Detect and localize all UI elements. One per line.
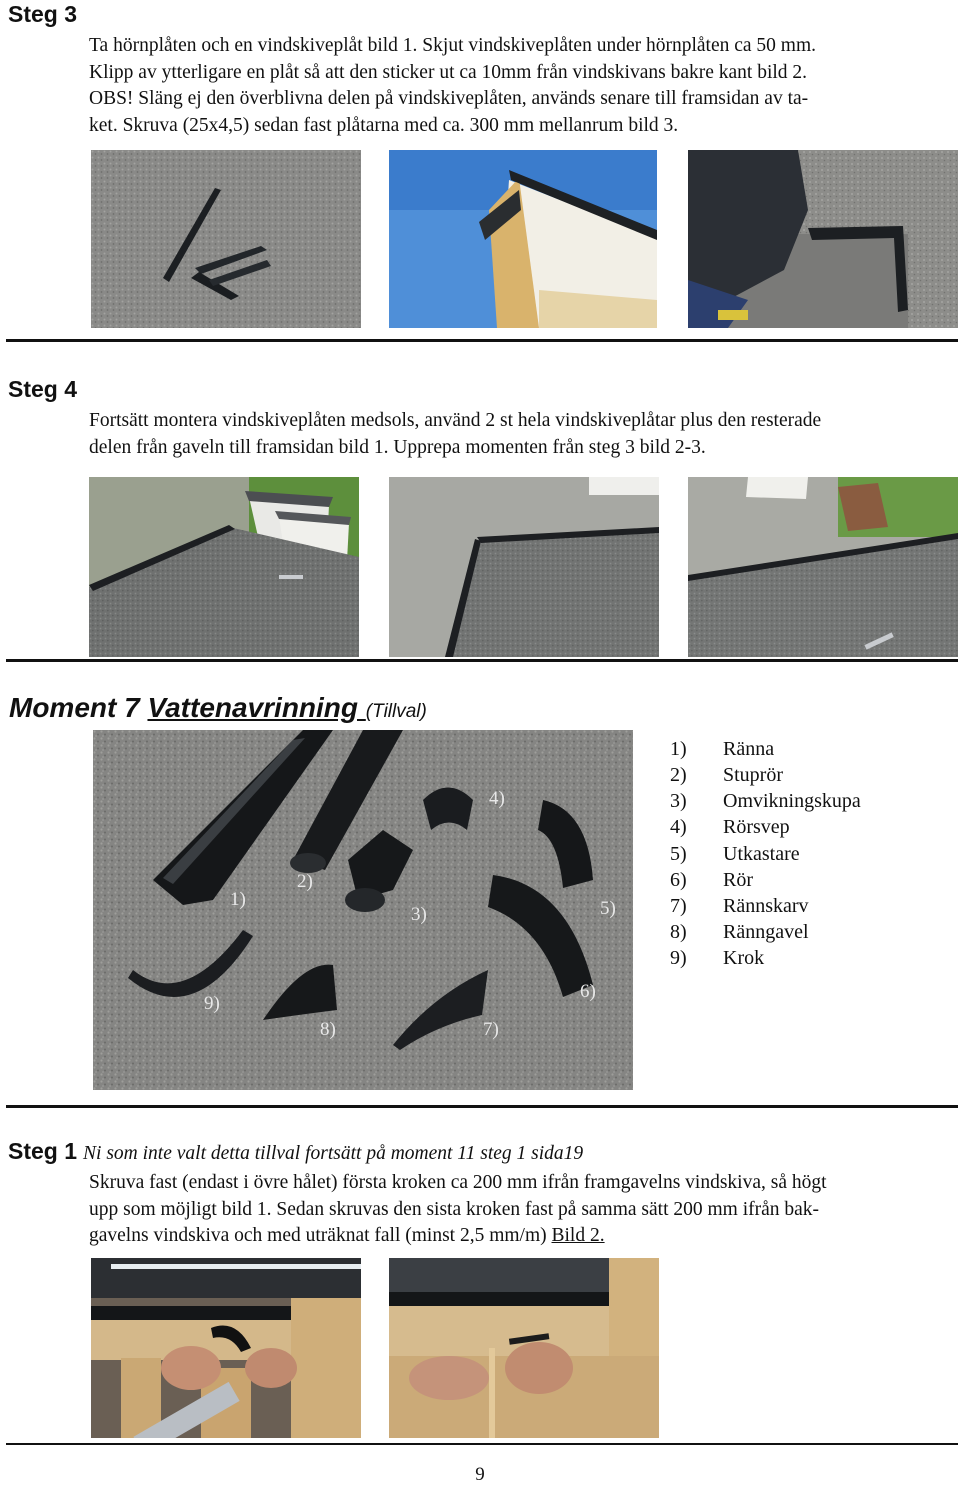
moment-name: Vattenavrinning <box>147 692 366 723</box>
steg4-photo-2 <box>389 477 659 657</box>
steg4-photo-1 <box>89 477 359 657</box>
photo-label-8: 8) <box>320 1019 336 1040</box>
bild2-link: Bild 2. <box>551 1225 605 1246</box>
divider <box>6 659 958 662</box>
divider <box>6 1443 958 1445</box>
photo-label-6: 6) <box>580 981 596 1002</box>
steg1-note: Ni som inte valt detta tillval fortsätt på moment 11 steg 1 sida19 <box>83 1143 584 1164</box>
photo-label-2: 2) <box>297 871 313 892</box>
steg3-heading: Steg 3 <box>8 1 78 27</box>
moment-prefix: Moment 7 <box>9 692 148 723</box>
steg1-photo-1 <box>91 1258 361 1438</box>
steg4-photo-3 <box>688 477 958 657</box>
page-number: 9 <box>475 1464 485 1485</box>
steg1-line: upp som möjligt bild 1. Sedan skruvas den sista kroken fast på samma sätt 200 mm ifrån bak- <box>89 1198 820 1220</box>
steg4-line: Fortsätt montera vindskiveplåten medsols, använd 2 st hela vindskiveplåtar plus den resterade <box>89 410 822 431</box>
parts-photo <box>93 730 633 1090</box>
moment-title <box>9 692 427 724</box>
steg1-text <box>89 1170 827 1250</box>
divider <box>6 339 958 342</box>
steg4-heading: Steg 4 <box>8 376 78 402</box>
steg4-line: delen från gaveln till framsidan bild 1. Upprepa momenten från steg 3 bild 2-3. <box>89 436 706 458</box>
steg3-photo-2 <box>389 150 657 328</box>
steg4-text <box>89 408 821 461</box>
photo-label-3: 3) <box>411 904 427 925</box>
steg3-photo-3 <box>688 150 958 328</box>
steg3-line: ket. Skruva (25x4,5) sedan fast plåtarna med ca. 300 mm mellanrum bild 3. <box>89 114 679 136</box>
photo-label-4: 4) <box>489 788 505 809</box>
photo-label-9: 9) <box>204 993 220 1014</box>
steg3-line: Klipp av ytterligare en plåt så att den sticker ut ca 10mm från vindskivans bakre kant bild 2. <box>89 61 808 83</box>
photo-label-1: 1) <box>230 889 246 910</box>
photo-label-7: 7) <box>483 1019 499 1040</box>
steg1-heading: Steg 1 <box>8 1138 78 1164</box>
steg3-text <box>89 33 816 139</box>
photo-label-5: 5) <box>600 898 616 919</box>
steg3-line: Ta hörnplåten och en vindskiveplåt bild 1. Skjut vindskiveplåten under hörnplåten ca 50 mm. <box>89 35 817 56</box>
steg3-line: OBS! Släng ej den överblivna delen på vindskiveplåten, används senare till framsidan av ta- <box>89 88 809 109</box>
steg1-line: Skruva fast (endast i övre hålet) första kroken ca 200 mm ifrån framgavelns vindskiva, så högt <box>89 1172 827 1193</box>
moment-suffix: (Tillval) <box>365 701 427 722</box>
steg1-header <box>8 1138 583 1165</box>
divider <box>6 1105 958 1108</box>
steg1-photo-2 <box>389 1258 659 1438</box>
steg3-photo-1 <box>91 150 361 328</box>
steg1-line: gavelns vindskiva och med uträknat fall (minst 2,5 mm/m) <box>89 1225 552 1246</box>
